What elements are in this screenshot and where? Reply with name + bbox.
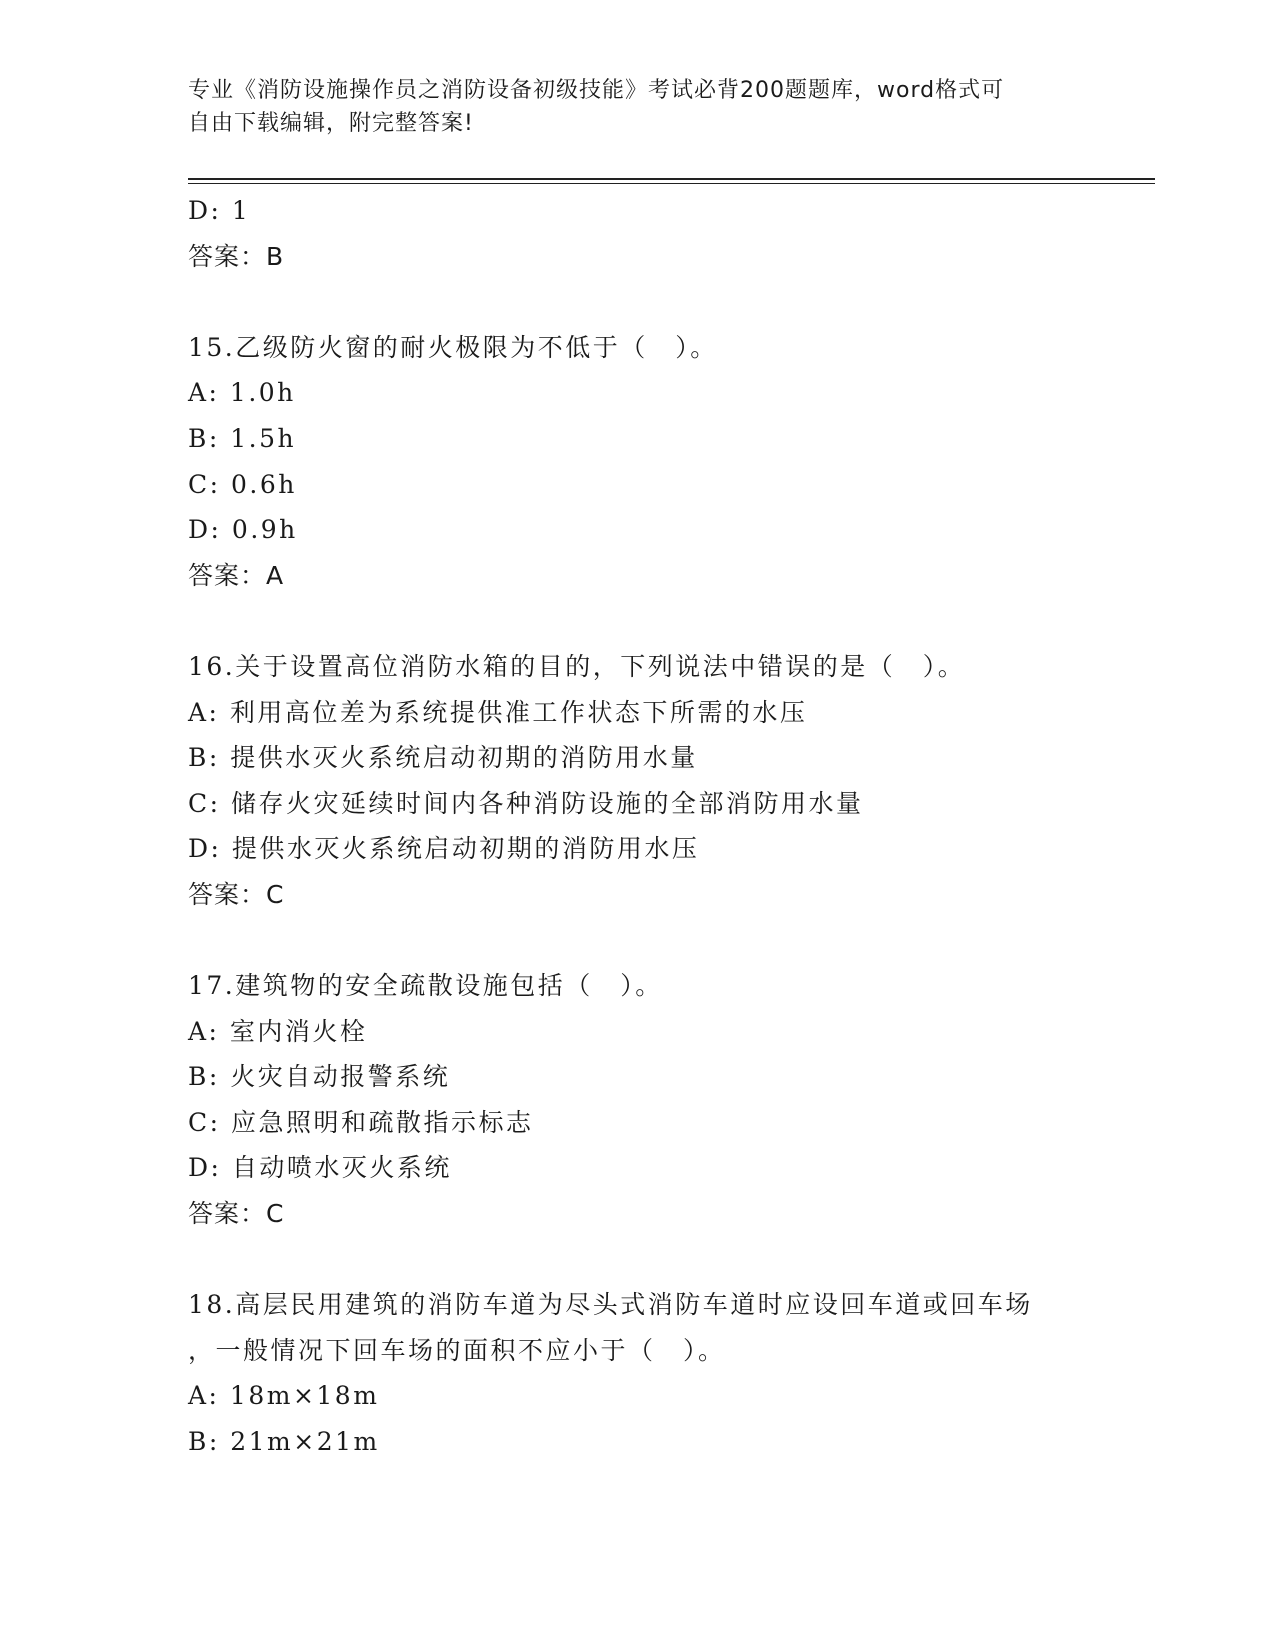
document-header bbox=[188, 74, 1088, 140]
spacer bbox=[188, 279, 1088, 325]
option-b: B: 提供水灭火系统启动初期的消防用水量 bbox=[188, 743, 698, 773]
option-a: A: 利用高位差为系统提供准工作状态下所需的水压 bbox=[188, 697, 808, 727]
spacer bbox=[188, 1237, 1088, 1283]
option-d: D: 0.9h bbox=[188, 515, 298, 545]
option-c: C: 0.6h bbox=[188, 469, 297, 499]
answer: 答案：C bbox=[188, 879, 285, 909]
option-c: C: 应急照明和疏散指示标志 bbox=[188, 1107, 534, 1137]
option-c: C: 储存火灾延续时间内各种消防设施的全部消防用水量 bbox=[188, 788, 864, 818]
option-a: A: 18m×18m bbox=[188, 1381, 380, 1411]
question-stem: 16.关于设置高位消防水箱的目的，下列说法中错误的是（ ）。 bbox=[188, 651, 966, 681]
option-b: B: 21m×21m bbox=[188, 1427, 380, 1457]
header-line-1: 专业《消防设施操作员之消防设备初级技能》考试必背200题题库，word格式可 bbox=[188, 78, 1005, 103]
answer: 答案：A bbox=[188, 560, 285, 590]
option-a: A: 室内消火栓 bbox=[188, 1016, 368, 1046]
header-divider-thin bbox=[188, 183, 1155, 184]
question-15 bbox=[188, 325, 1088, 599]
prev-answer: 答案：B bbox=[188, 241, 285, 271]
option-b: B: 1.5h bbox=[188, 423, 297, 453]
header-divider-thick bbox=[188, 178, 1155, 180]
answer: 答案：C bbox=[188, 1199, 285, 1229]
prev-option-d: D: 1 bbox=[188, 196, 251, 225]
header-line-2: 自由下载编辑，附完整答案! bbox=[188, 111, 474, 136]
option-d: D: 提供水灭火系统启动初期的消防用水压 bbox=[188, 834, 700, 864]
question-list bbox=[188, 188, 1088, 1465]
question-17 bbox=[188, 963, 1088, 1237]
question-stem: 15.乙级防火窗的耐火极限为不低于（ ）。 bbox=[188, 332, 718, 362]
question-18 bbox=[188, 1282, 1088, 1464]
question-stem-line-1: 18.高层民用建筑的消防车道为尽头式消防车道时应设回车道或回车场 bbox=[188, 1290, 1033, 1320]
question-stem-line-2: ，一般情况下回车场的面积不应小于（ ）。 bbox=[188, 1335, 726, 1365]
question-stem: 17.建筑物的安全疏散设施包括（ ）。 bbox=[188, 971, 663, 1001]
question-16 bbox=[188, 644, 1088, 918]
option-d: D: 自动喷水灭火系统 bbox=[188, 1153, 452, 1183]
spacer bbox=[188, 598, 1088, 644]
option-b: B: 火灾自动报警系统 bbox=[188, 1062, 451, 1092]
option-a: A: 1.0h bbox=[188, 378, 296, 408]
spacer bbox=[188, 918, 1088, 964]
